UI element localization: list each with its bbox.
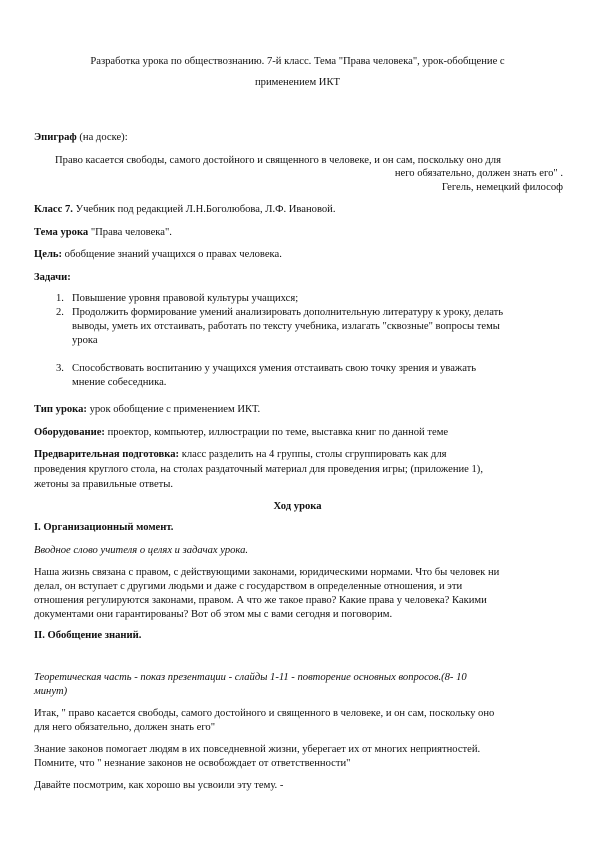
section1-intro: Вводное слово учителя о целях и задачах урока. — [34, 545, 249, 556]
task-text: Продолжить формирование умений анализировать дополнительную литературу к уроку, делать — [72, 307, 504, 318]
lesson-type-line — [34, 403, 260, 417]
task-text: Повышение уровня правовой культуры учащихся; — [72, 293, 299, 304]
equipment-line — [34, 426, 448, 440]
task-text: урока — [72, 335, 98, 346]
class-label: Класс 7. — [34, 204, 73, 215]
closing-line: Давайте посмотрим, как хорошо вы усвоили эту тему. - — [34, 780, 284, 791]
task-text: Способствовать воспитанию у учащихся умения отстаивать свою точку зрения и уважать — [72, 363, 477, 374]
class-line — [34, 203, 336, 217]
doc-title-line2: применением ИКТ — [255, 77, 340, 88]
equipment-text: проектор, компьютер, иллюстрации по теме, выставка книг по данной теме — [104, 427, 449, 438]
epigraph-label: Эпиграф — [34, 132, 77, 143]
theory-line1: Теоретическая часть - показ презентации - слайды 1-11 - повторение основных вопросов.(8- 10 — [34, 672, 467, 683]
section2-heading: II. Обобщение знаний. — [34, 630, 142, 641]
epigraph-line1: Право касается свободы, самого достойного и священного в человеке, и он сам, поскольку оно для — [55, 155, 501, 166]
knowledge-line2: Помните, что " незнание законов не освобождает от ответственности" — [34, 758, 351, 769]
section1-para-line: делал, он вступает с другими людьми и даже с государством в определенные отношения, и эти — [34, 581, 463, 592]
goal-line — [34, 248, 282, 262]
epigraph-line2: него обязательно, должен знать его" . — [394, 168, 563, 179]
epigraph-note: (на доске): — [76, 132, 128, 143]
lesson-type-text: урок обобщение с применением ИКТ. — [86, 404, 261, 415]
equipment-label: Оборудование: — [34, 427, 105, 438]
quote-line1: Итак, " право касается свободы, самого достойного и священного в человеке, и он сам, поскольку оно — [34, 708, 495, 719]
theory-line2: минут) — [34, 686, 68, 697]
task-text: выводы, уметь их отстаивать, работать по тексту учебника, излагать "сквозные" вопросы темы — [72, 321, 500, 332]
section1-para-line: документами они гарантированы? Вот об этом мы с вами сегодня и поговорим. — [34, 609, 393, 620]
quote-line2: для него обязательно, должен знать его" — [34, 722, 216, 733]
topic-label: Тема урока — [34, 227, 89, 238]
task-number: 1. — [56, 293, 64, 304]
topic-text: "Права человека". — [88, 227, 172, 238]
section1-para-line: Наша жизнь связана с правом, с действующими законами, юридическими нормами. Что бы человек ни — [34, 567, 500, 578]
topic-line — [34, 226, 172, 240]
class-text: Учебник под редакцией Л.Н.Боголюбова, Л.Ф. Ивановой. — [72, 204, 336, 215]
prep-label: Предварительная подготовка: — [34, 449, 180, 460]
section1-para-line: отношения регулируются законами, правом. А что же такое право? Какие права у человека? Какими — [34, 595, 487, 606]
prep-line3: жетоны за правильные ответы. — [34, 479, 174, 490]
knowledge-line1: Знание законов помогает людям в их повседневной жизни, уберегает их от многих неприятностей. — [34, 744, 481, 755]
goal-label: Цель: — [34, 249, 63, 260]
section1-heading: I. Организационный момент. — [34, 522, 174, 533]
lesson-type-label: Тип урока: — [34, 404, 87, 415]
prep-text: класс разделить на 4 группы, столы сгруппировать как для — [179, 449, 447, 460]
task-text: мнение собеседника. — [72, 377, 167, 388]
prep-line2: проведения круглого стола, на столах раздаточный материал для проведения игры; (приложение 1), — [34, 464, 483, 475]
tasks-heading: Задачи: — [34, 272, 71, 283]
task-number: 2. — [56, 307, 64, 318]
doc-title-line1: Разработка урока по обществознанию. 7-й класс. Тема "Права человека", урок-обобщение с — [90, 56, 505, 67]
course-heading: Ход урока — [273, 501, 322, 512]
epigraph-heading — [34, 131, 128, 145]
prep-line1 — [34, 448, 447, 462]
task-number: 3. — [56, 363, 64, 374]
epigraph-author: Гегель, немецкий философ — [441, 182, 563, 193]
goal-text: обобщение знаний учащихся о правах человека. — [62, 249, 282, 260]
